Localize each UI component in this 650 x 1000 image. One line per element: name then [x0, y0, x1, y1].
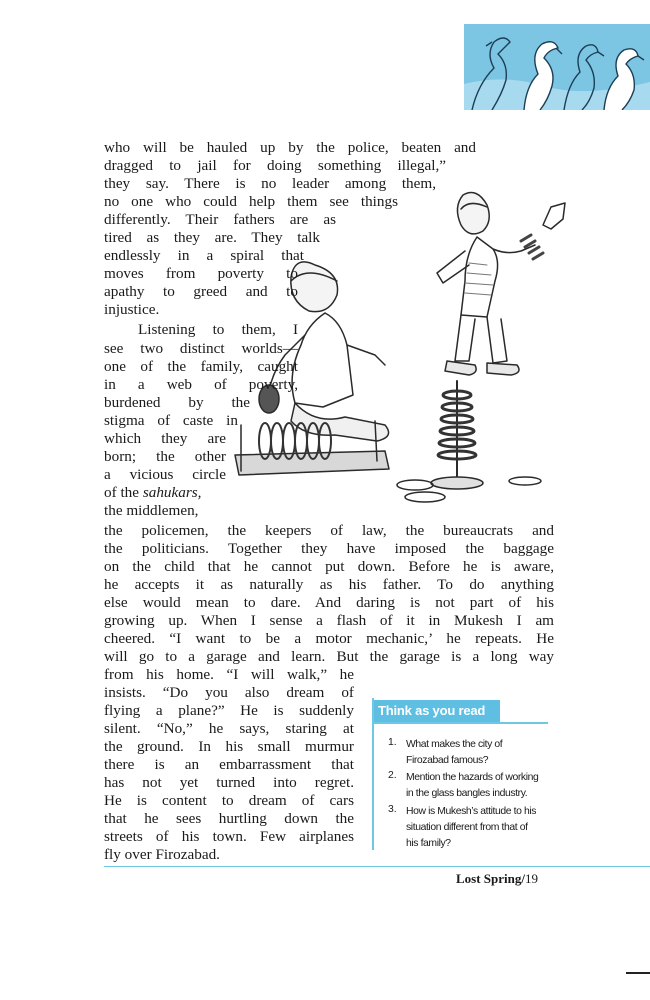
text-line: no one who could help them see things [104, 193, 398, 210]
text-line: streets of his town. Few airplanes [104, 828, 354, 845]
footer-rule [104, 866, 650, 867]
text-line: the policemen, the keepers of law, the bureaucrats and [104, 522, 554, 539]
text-line: in a web of poverty, [104, 376, 298, 393]
text-line: He is content to dream of cars [104, 792, 354, 809]
question-line: his family? [406, 838, 451, 849]
text-line: who will be hauled up by the police, beaten and [104, 139, 476, 156]
text-line: there is an embarrassment that [104, 756, 354, 773]
footer-title: Lost Spring/ [456, 871, 525, 886]
flamingo-illustration [464, 24, 650, 110]
text-line: he accepts it as naturally as his father. To do anything [104, 576, 554, 593]
text-line: the ground. In his small murmur [104, 738, 354, 755]
question-number: 3. [388, 804, 397, 815]
text-line: on the child that he cannot put down. Before he is aware, [104, 558, 554, 575]
text-line: they say. There is no leader among them, [104, 175, 436, 192]
text-line: cheered. “I want to be a motor mechanic,’ he repeats. He [104, 630, 554, 647]
text-line: dragged to jail for doing something illegal,” [104, 157, 446, 174]
text-line: apathy to greed and to [104, 283, 298, 300]
text-line: burdened by the [104, 394, 250, 411]
page-footer [456, 871, 538, 887]
question-line: Mention the hazards of working [406, 772, 539, 783]
text-line: injustice. [104, 301, 160, 318]
text-line: moves from poverty to [104, 265, 298, 282]
text-line: that he sees hurtling down the [104, 810, 354, 827]
text-line: a vicious circle [104, 466, 226, 483]
question-line: situation different from that of [406, 822, 528, 833]
text-line: insists. “Do you also dream of [104, 684, 354, 701]
question-line: What makes the city of [406, 739, 503, 750]
text-line: else would mean to dare. And daring is not part of his [104, 594, 554, 611]
question-line: in the glass bangles industry. [406, 788, 528, 799]
question-number: 1. [388, 737, 397, 748]
text-line: differently. Their fathers are as [104, 211, 336, 228]
text-line: has not yet turned into regret. [104, 774, 354, 791]
text-line: one of the family, caught [104, 358, 298, 375]
text-line: endlessly in a spiral that [104, 247, 304, 264]
text-line [104, 484, 201, 502]
question-line: Firozabad famous? [406, 755, 489, 766]
text-line: stigma of caste in [104, 412, 238, 429]
think-box-rule [372, 722, 548, 724]
text-line: growing up. When I sense a flash of it in Mukesh I am [104, 612, 554, 629]
think-box-heading [374, 700, 500, 722]
text-line: from his home. “I will walk,” he [104, 666, 354, 683]
text-line: Listening to them, I [138, 321, 298, 338]
italic-term: sahukars, [142, 484, 202, 501]
text-line: will go to a garage and learn. But the garage is a long way [104, 648, 554, 665]
text-line: which they are [104, 430, 226, 447]
text-line: silent. “No,” he says, staring at [104, 720, 354, 737]
text-line: the politicians. Together they have imposed the baggage [104, 540, 554, 557]
text-line: flying a plane?” He is suddenly [104, 702, 354, 719]
think-box-heading-text: Think as you read [378, 703, 486, 718]
text-segment: of the [104, 484, 143, 501]
question-number: 2. [388, 770, 397, 781]
text-line: tired as they are. They talk [104, 229, 320, 246]
corner-mark [626, 972, 650, 974]
page-number: 19 [525, 871, 538, 886]
text-line: born; the other [104, 448, 226, 465]
text-line: fly over Firozabad. [104, 846, 220, 863]
question-line: How is Mukesh’s attitude to his [406, 806, 537, 817]
text-line: see two distinct worlds— [104, 340, 298, 357]
text-line: the middlemen, [104, 502, 199, 519]
